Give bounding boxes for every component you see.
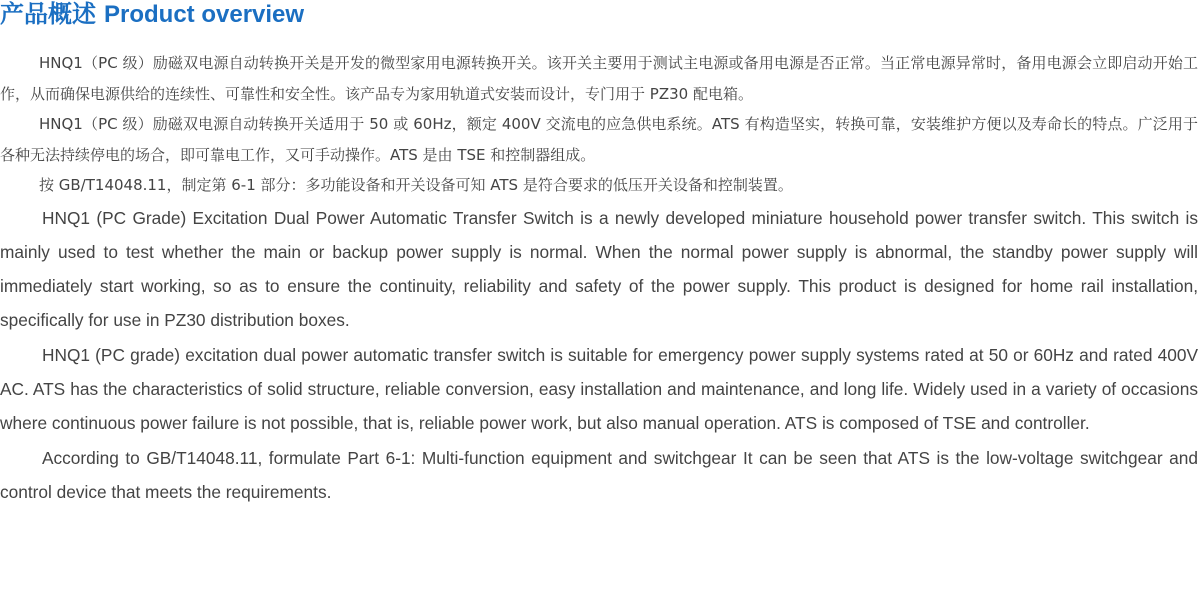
- paragraph-cn-1: HNQ1（PC 级）励磁双电源自动转换开关是开发的微型家用电源转换开关。该开关主要用于测试主电源或备用电源是否正常。当正常电源异常时，备用电源会立即启动开始工作，从而确保电源供给的连续性、可靠性和安全性。该产品专为家用轨道式安装而设计，专门用于 PZ30 配电箱。: [0, 54, 1198, 103]
- paragraph-en-3: According to GB/T14048.11, formulate Part 6-1: Multi-function equipment and switchgear It can be seen that ATS is the low-voltage switchgear and control device that meets the requirements.: [0, 447, 1198, 502]
- paragraph-cn-2: HNQ1（PC 级）励磁双电源自动转换开关适用于 50 或 60Hz，额定 400V 交流电的应急供电系统。ATS 有构造坚实，转换可靠，安装维护方便以及寿命长的特点。广泛用于各种无法持续停电的场合，即可靠电工作，又可手动操作。ATS 是由 TSE 和控制器组成。: [0, 115, 1198, 164]
- section-heading-cn: 产品概述: [0, 1, 96, 28]
- paragraph-en-1: HNQ1 (PC Grade) Excitation Dual Power Automatic Transfer Switch is a newly developed miniature household power transfer switch. This switch is mainly used to test whether the main or backup power supply is normal. When the normal power supply is abnormal, the standby power supply will immediately start working, so as to ensure the continuity, reliability and safety of the power supply. This product is designed for home rail installation, specifically for use in PZ30 distribution boxes.: [0, 207, 1198, 331]
- paragraph-en-2: HNQ1 (PC grade) excitation dual power automatic transfer switch is suitable for emergency power supply systems rated at 50 or 60Hz and rated 400V AC. ATS has the characteristics of solid structure, reliable conversion, easy installation and maintenance, and long life. Widely used in a variety of occasions where continuous power failure is not possible, that is, reliable power work, but also manual operation. ATS is composed of TSE and controller.: [0, 344, 1198, 434]
- section-heading: [0, 0, 1198, 32]
- section-heading-en: Product overview: [104, 1, 305, 28]
- paragraph-cn-3: 按 GB/T14048.11，制定第 6-1 部分：多功能设备和开关设备可知 ATS 是符合要求的低压开关设备和控制装置。: [39, 176, 793, 194]
